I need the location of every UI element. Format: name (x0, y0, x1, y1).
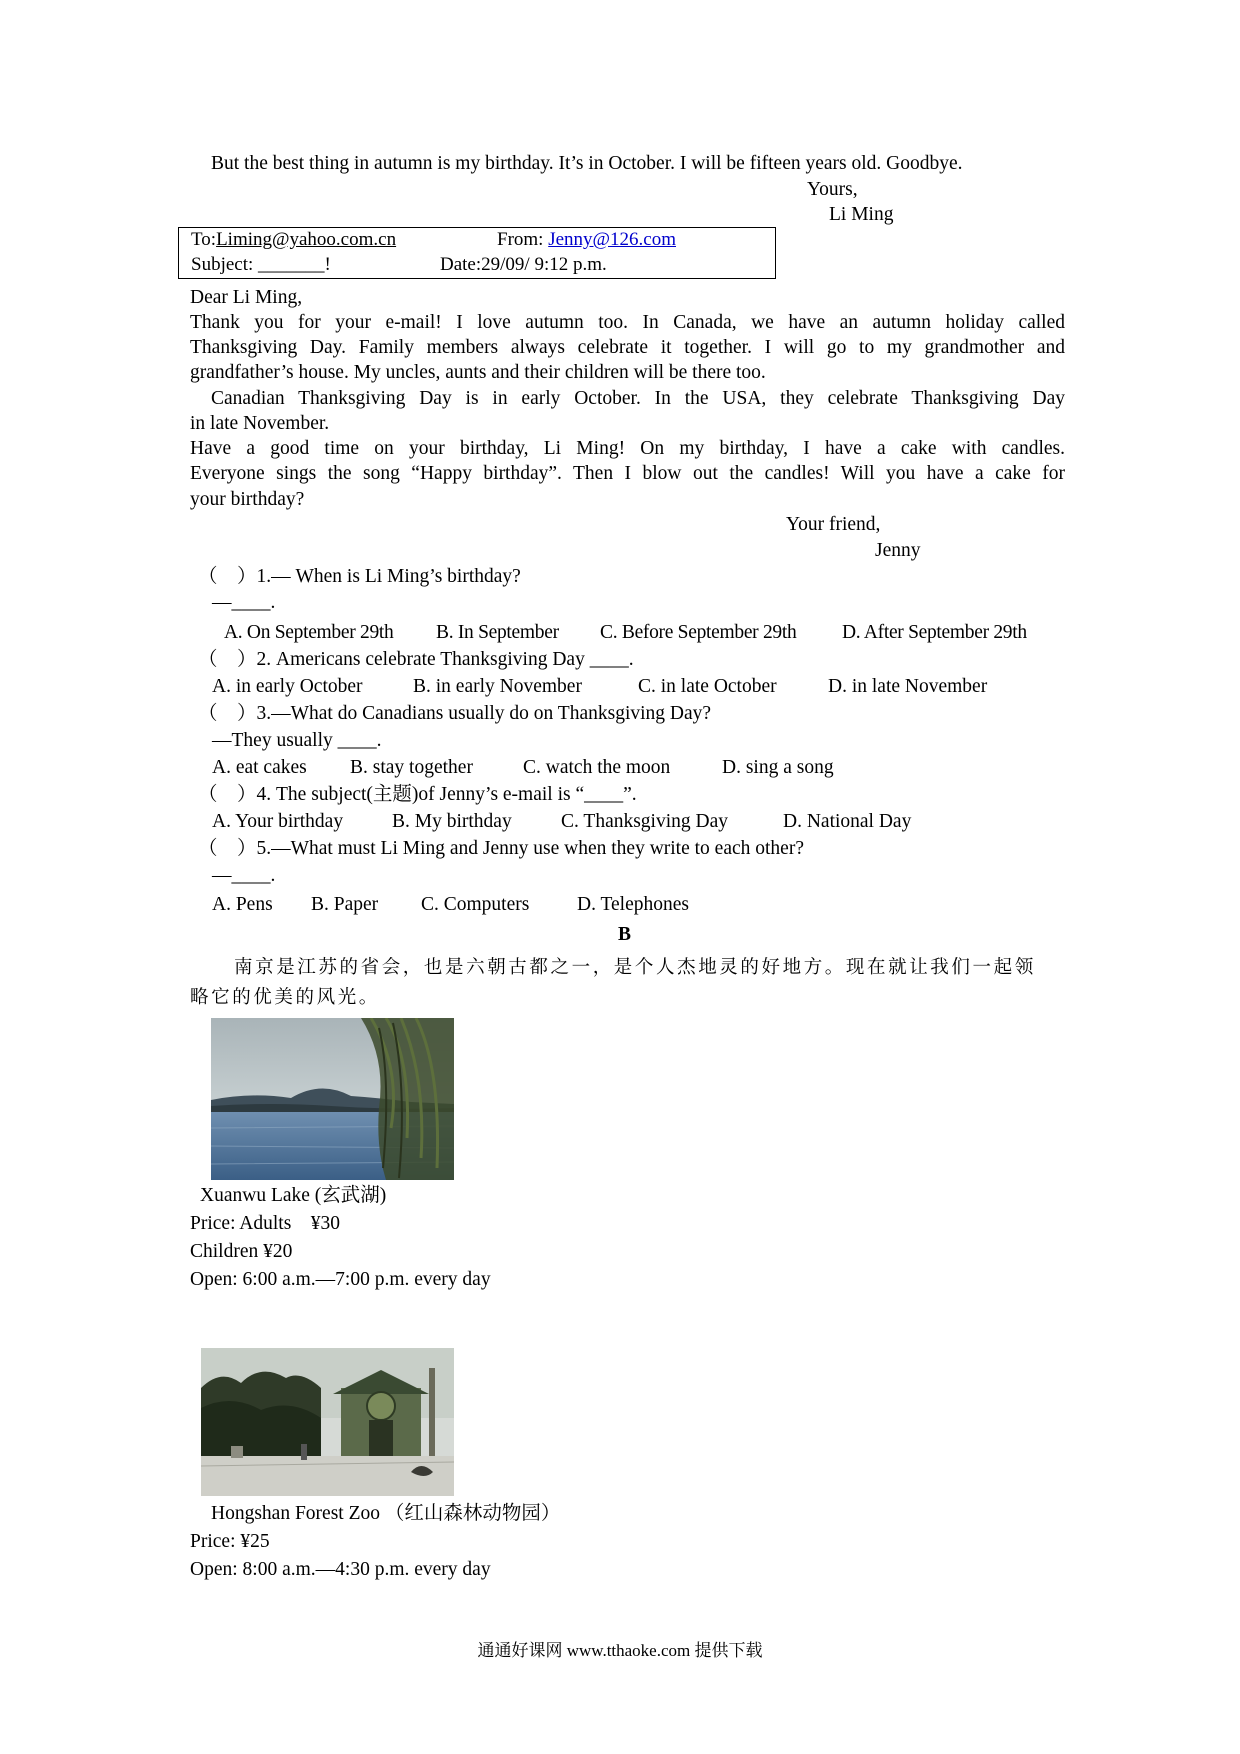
reply-p1-line-1: Thank you for your e-mail! I love autumn too. In Canada, we have an autumn holiday called (190, 312, 1065, 333)
reply-greeting: Dear Li Ming, (190, 287, 303, 308)
hongshan-zoo-price: Price: ¥25 (190, 1531, 270, 1552)
reply-p3-line-2: Everyone sings the song “Happy birthday”. Then I blow out the candles! Will you have a cake for (190, 463, 1065, 484)
question-3-answer-line: —They usually ____. (212, 730, 382, 751)
q4-option-c[interactable]: C. Thanksgiving Day (561, 811, 729, 832)
email-header-box (178, 227, 776, 279)
q2-option-c[interactable]: C. in late October (638, 676, 777, 697)
page-footer: 通通好课网 www.tthaoke.com 提供下载 (477, 1641, 763, 1660)
hongshan-zoo-open: Open: 8:00 a.m.—4:30 p.m. every day (190, 1559, 491, 1580)
q4-option-b[interactable]: B. My birthday (392, 811, 512, 832)
reply-p3-line-3: your birthday? (190, 489, 305, 510)
xuanwu-lake-children-price: Children ¥20 (190, 1241, 293, 1262)
q3-option-d[interactable]: D. sing a song (722, 757, 834, 778)
xuanwu-lake-photo (211, 1018, 454, 1180)
section-b-heading: B (618, 924, 632, 945)
date-field: Date:29/09/ 9:12 p.m. (440, 254, 607, 275)
question-2-stem: （ ）2. Americans celebrate Thanksgiving Day ____. (198, 649, 634, 670)
letter-last-line: But the best thing in autumn is my birthday. It’s in October. I will be fifteen years old. Goodbye. (211, 153, 963, 174)
q5-option-c[interactable]: C. Computers (421, 894, 530, 915)
q1-option-c[interactable]: C. Before September 29th (600, 622, 797, 643)
section-b-intro-line-1: 南京是江苏的省会，也是六朝古都之一，是个人杰地灵的好地方。现在就让我们一起领 (234, 957, 1036, 978)
xuanwu-lake-name: Xuanwu Lake (玄武湖) (200, 1185, 387, 1206)
reply-p1-line-2: Thanksgiving Day. Family members always celebrate it together. I will go to my grandmother and (190, 337, 1065, 358)
to-address: Liming@yahoo.com.cn (216, 229, 397, 250)
subject-field (191, 252, 331, 278)
hongshan-zoo-photo (201, 1348, 454, 1496)
question-1-stem: （ ）1.— When is Li Ming’s birthday? (198, 566, 521, 587)
q4-option-a[interactable]: A. Your birthday (212, 811, 344, 832)
xuanwu-lake-open: Open: 6:00 a.m.—7:00 p.m. every day (190, 1269, 491, 1290)
q5-option-b[interactable]: B. Paper (311, 894, 379, 915)
q1-option-d[interactable]: D. After September 29th (842, 622, 1027, 643)
from-address-link[interactable]: Jenny@126.com (548, 229, 676, 250)
question-5-answer-line: —____. (212, 865, 276, 886)
reply-p1-line-3: grandfather’s house. My uncles, aunts and their children will be there too. (190, 362, 766, 383)
subject-label: Subject: (191, 254, 254, 275)
q3-option-b[interactable]: B. stay together (350, 757, 473, 778)
q5-option-a[interactable]: A. Pens (212, 894, 273, 915)
question-5-stem: （ ）5.—What must Li Ming and Jenny use when they write to each other? (198, 838, 804, 859)
section-b-intro-line-2: 略它的优美的风光。 (190, 987, 380, 1008)
to-label: To: (191, 229, 217, 250)
question-1-answer-line: —____. (212, 592, 276, 613)
to-field (191, 227, 396, 253)
question-4-stem: （ ）4. The subject(主题)of Jenny’s e-mail is “____”. (198, 784, 637, 805)
reply-signature: Jenny (875, 540, 921, 561)
q1-option-b[interactable]: B. In September (436, 622, 559, 643)
letter-signature: Li Ming (829, 204, 894, 225)
q2-option-a[interactable]: A. in early October (212, 676, 363, 697)
q4-option-d[interactable]: D. National Day (783, 811, 912, 832)
question-3-stem: （ ）3.—What do Canadians usually do on Thanksgiving Day? (198, 703, 712, 724)
from-field (497, 227, 676, 253)
reply-closing: Your friend, (786, 514, 881, 535)
reply-p2-line-2: in late November. (190, 413, 330, 434)
reply-p2-line-1: Canadian Thanksgiving Day is in early October. In the USA, they celebrate Thanksgiving Day (211, 388, 1065, 409)
from-label: From: (497, 229, 544, 250)
q3-option-c[interactable]: C. watch the moon (523, 757, 671, 778)
q2-option-d[interactable]: D. in late November (828, 676, 988, 697)
xuanwu-lake-price: Price: Adults ¥30 (190, 1213, 341, 1234)
q3-option-a[interactable]: A. eat cakes (212, 757, 307, 778)
reply-p3-line-1: Have a good time on your birthday, Li Ming! On my birthday, I have a cake with candles. (190, 438, 1065, 459)
hongshan-zoo-name: Hongshan Forest Zoo （红山森林动物园） (211, 1503, 561, 1524)
letter-closing: Yours, (807, 179, 858, 200)
q2-option-b[interactable]: B. in early November (413, 676, 582, 697)
subject-blank: _______! (258, 254, 331, 275)
q5-option-d[interactable]: D. Telephones (577, 894, 690, 915)
q1-option-a[interactable]: A. On September 29th (224, 622, 394, 643)
